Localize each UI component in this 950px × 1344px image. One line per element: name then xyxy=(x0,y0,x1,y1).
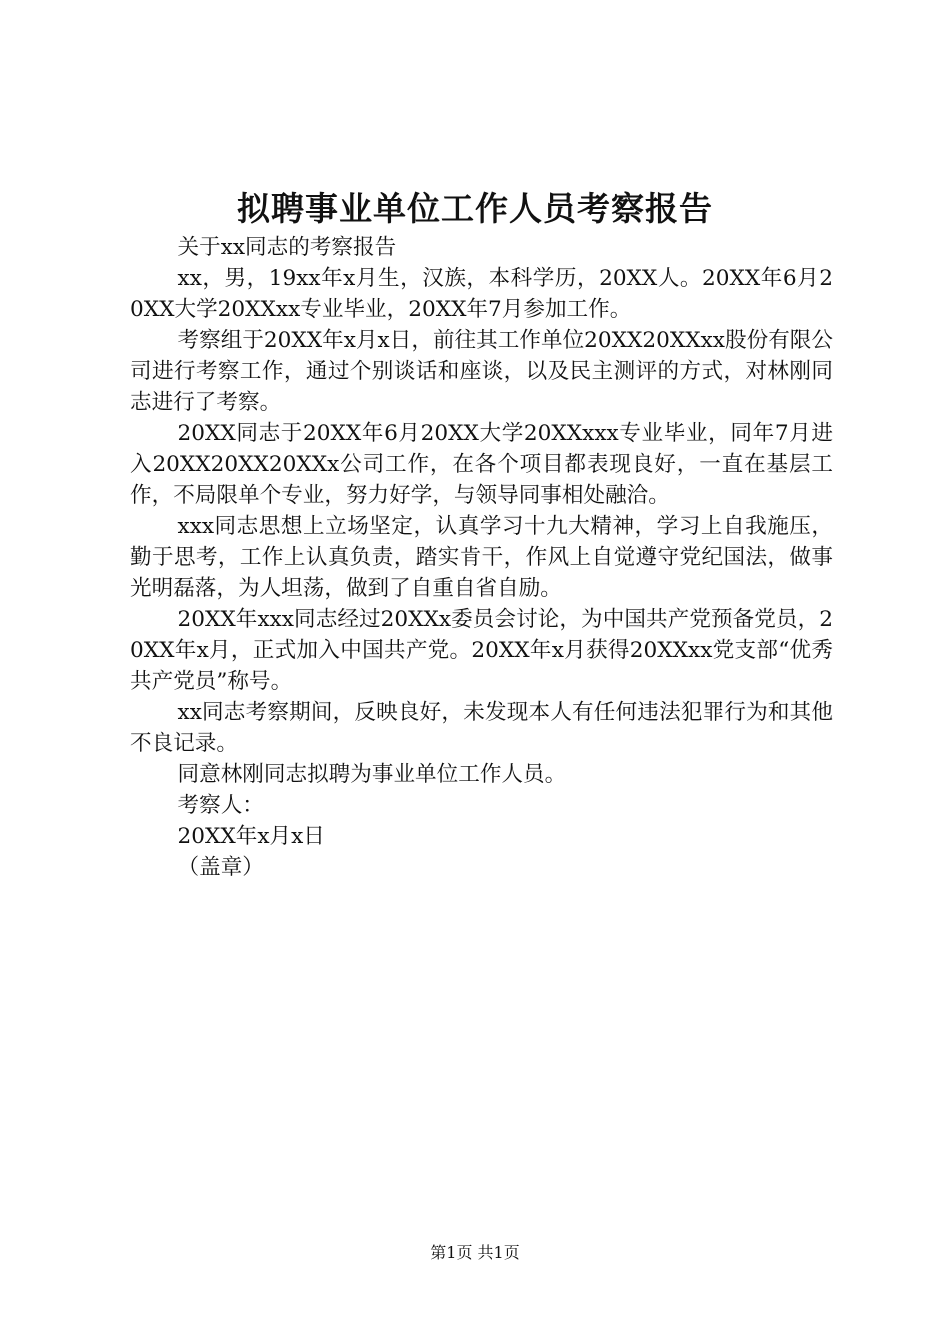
party-membership-paragraph: 20XX年xxx同志经过20XXx委员会讨论，为中国共产党预备党员，20XX年x月，正式加入中国共产党。20XX年x月获得20XXxx党支部“优秀共产党员”称号。 xyxy=(130,607,833,694)
inspection-process-paragraph: 考察组于20XX年x月x日，前往其工作单位20XX20XXxx股份有限公司进行考察工作，通过个别谈话和座谈，以及民主测评的方式，对林刚同志进行了考察。 xyxy=(130,328,833,415)
seal-placeholder: （盖章） xyxy=(177,855,264,880)
page-footer: 第1页 共1页 xyxy=(430,1243,520,1262)
report-date: 20XX年x月x日 xyxy=(177,824,325,849)
document-body xyxy=(130,232,833,883)
personal-info-paragraph: xx，男，19xx年x月生，汉族，本科学历，20XX人。20XX年6月20XX大学20XXxx专业毕业，20XX年7月参加工作。 xyxy=(130,266,833,322)
page-title: 拟聘事业单位工作人员考察报告 xyxy=(237,189,713,228)
inspector-label: 考察人： xyxy=(177,793,264,818)
report-subject-line: 关于xx同志的考察报告 xyxy=(177,235,397,260)
work-history-paragraph: 20XX同志于20XX年6月20XX大学20XXxxx专业毕业，同年7月进入20XX20XX20XXx公司工作，在各个项目都表现良好，一直在基层工作，不局限单个专业，努力好学，与领导同事相处融洽。 xyxy=(130,421,833,508)
conduct-record-paragraph: xx同志考察期间，反映良好，未发现本人有任何违法犯罪行为和其他不良记录。 xyxy=(130,700,833,756)
political-performance-paragraph: xxx同志思想上立场坚定，认真学习十九大精神，学习上自我施压，勤于思考，工作上认真负责，踏实肯干，作风上自觉遵守党纪国法，做事光明磊落，为人坦荡，做到了自重自省自励。 xyxy=(130,514,833,601)
approval-statement: 同意林刚同志拟聘为事业单位工作人员。 xyxy=(177,762,567,787)
